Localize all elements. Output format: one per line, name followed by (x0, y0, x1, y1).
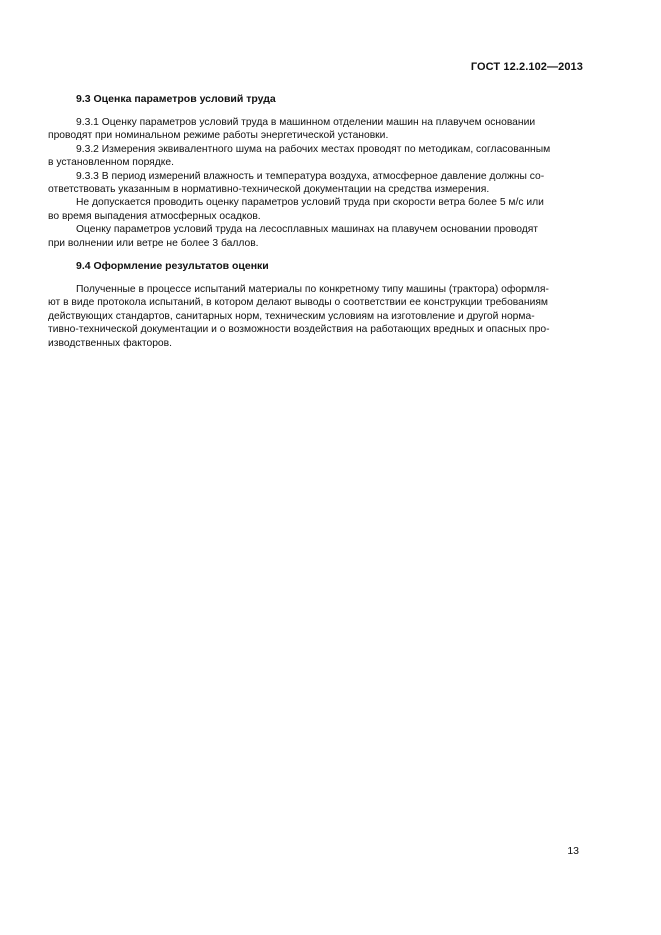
paragraph-line: в установленном порядке. (48, 157, 174, 169)
paragraph-line: изводственных факторов. (48, 337, 172, 349)
document-code: ГОСТ 12.2.102—2013 (470, 61, 583, 73)
paragraph-line: Не допускается проводить оценку параметров условий труда при скорости ветра более 5 м/с или (76, 197, 544, 209)
paragraph (48, 143, 583, 170)
paragraph-line: Полученные в процессе испытаний материалы по конкретному типу машины (трактора) оформля- (76, 284, 549, 296)
section-heading-9-4: 9.4 Оформление результатов оценки (76, 260, 269, 273)
paragraph-line: ответствовать указанным в нормативно-технической документации на средства измерения. (48, 184, 490, 196)
paragraph-line: Оценку параметров условий труда на лесосплавных машинах на плавучем основании проводят (76, 224, 539, 236)
paragraph-line: тивно-технической документации и о возможности воздействия на работающих вредных и опасных про- (48, 324, 550, 336)
paragraph-line: проводят при номинальном режиме работы энергетической установки. (48, 130, 389, 142)
document-body (48, 93, 583, 350)
paragraph-line: ют в виде протокола испытаний, в котором делают выводы о соответствии ее конструкции требованиям (48, 297, 548, 309)
paragraph (48, 196, 583, 223)
page-number: 13 (567, 845, 579, 857)
paragraph-line: 9.3.2 Измерения эквивалентного шума на рабочих местах проводят по методикам, согласованным (76, 143, 551, 155)
paragraph-line: действующих стандартов, санитарных норм, техническим условиям на изготовление и другой норма- (48, 310, 535, 322)
paragraph-line: 9.3.3 В период измерений влажность и температура воздуха, атмосферное давление должны со- (76, 170, 545, 182)
section-heading-9-3: 9.3 Оценка параметров условий труда (76, 93, 276, 105)
paragraph (48, 170, 583, 197)
paragraph-line: при волнении или ветре не более 3 баллов. (48, 237, 259, 249)
paragraph (48, 283, 583, 350)
paragraph (48, 116, 583, 143)
paragraph-line: 9.3.1 Оценку параметров условий труда в машинном отделении машин на плавучем основании (76, 117, 536, 128)
paragraph (48, 223, 583, 250)
paragraph-line: во время выпадения атмосферных осадков. (48, 210, 261, 222)
